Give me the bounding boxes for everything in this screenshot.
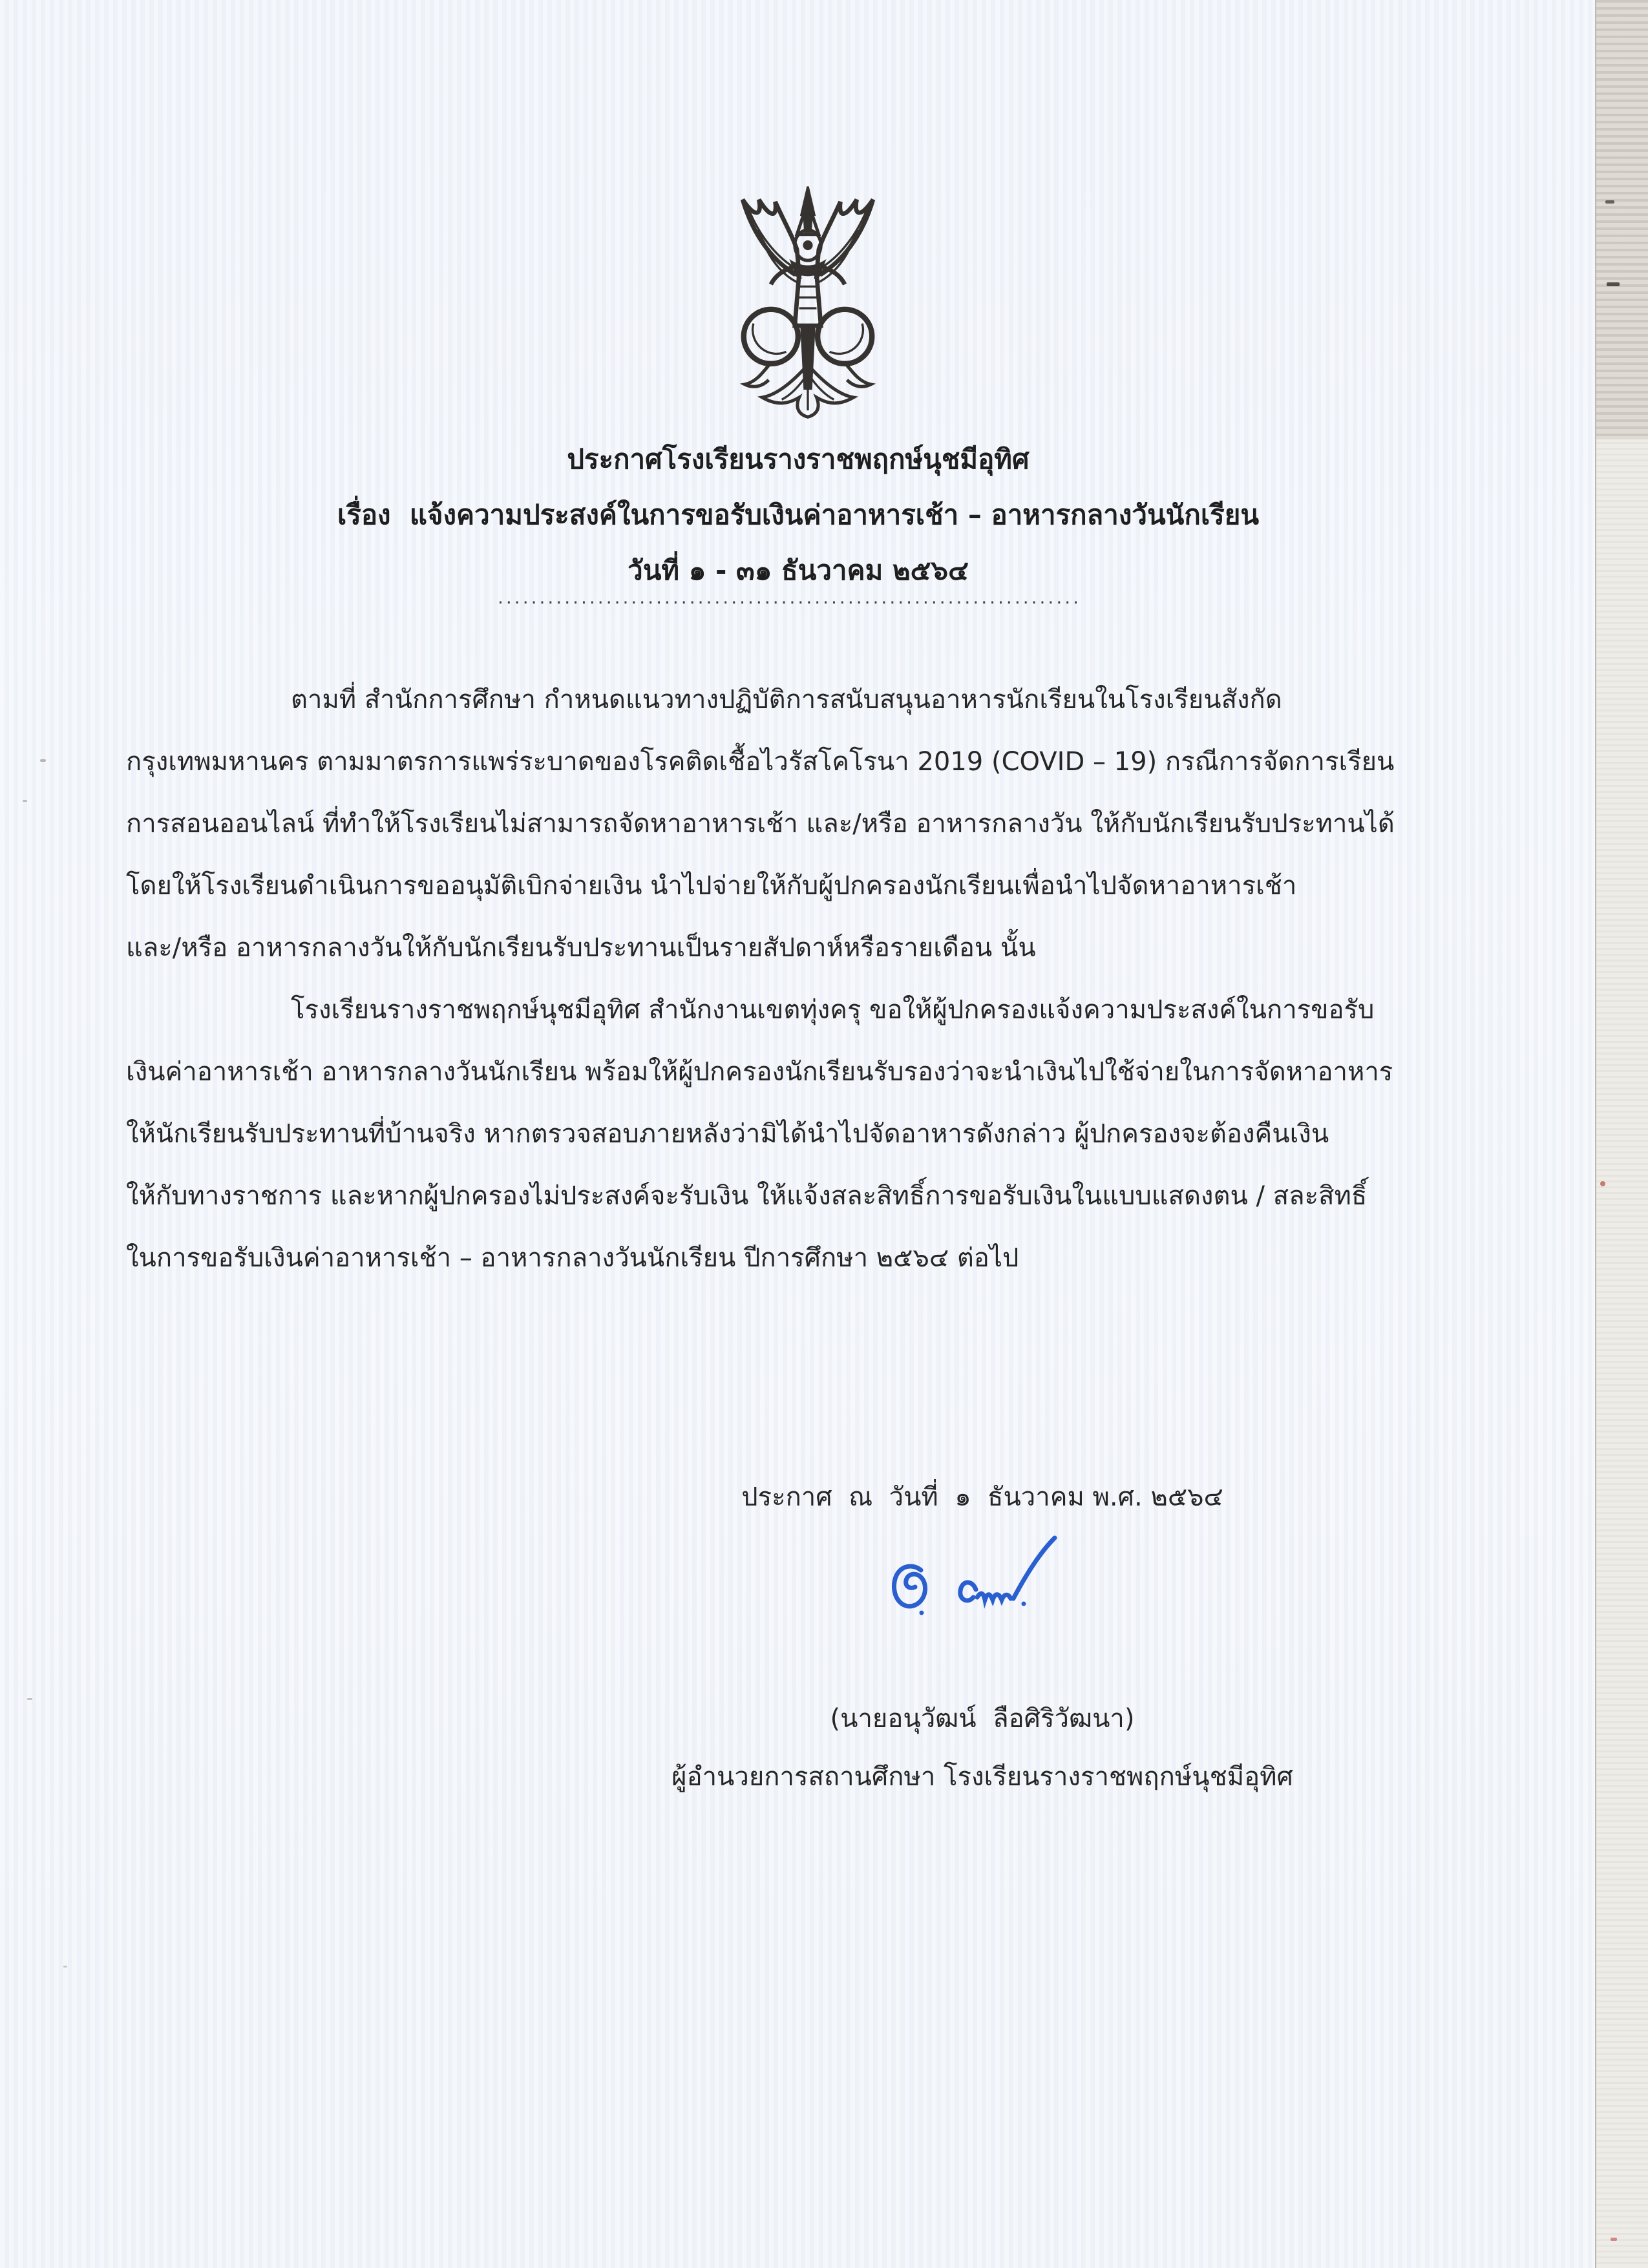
document-title-line1: ประกาศโรงเรียนรางราชพฤกษ์นุชมีอุทิศ: [567, 443, 1030, 475]
closing-block: [569, 1468, 1396, 1806]
scan-speck: [1600, 1181, 1605, 1186]
paragraph2-line: ให้กับทางราชการ และหากผู้ปกครองไม่ประสงค์จะรับเงิน ให้แจ้งสละสิทธิ์การขอรับเงินในแบบแสดงตน / สละสิทธิ์: [126, 1181, 1368, 1211]
signature-area: [569, 1526, 1396, 1665]
scan-speck: [27, 1698, 32, 1700]
signatory-title: ผู้อำนวยการสถานศึกษา โรงเรียนรางราชพฤกษ์นุชมีอุทิศ: [671, 1762, 1293, 1792]
paragraph2-line: ในการขอรับเงินค่าอาหารเช้า – อาหารกลางวันนักเรียน ปีการศึกษา ๒๕๖๔ ต่อไป: [126, 1243, 1019, 1273]
paragraph1-line: กรุงเทพมหานคร ตามมาตรการแพร่ระบาดของโรคติดเชื้อไวรัสโคโรนา 2019 (COVID – 19) กรณีการจัดการเรียน: [126, 747, 1395, 777]
announcement-date-line: ประกาศ ณ วันที่ ๑ ธันวาคม พ.ศ. ๒๕๖๔: [741, 1482, 1223, 1512]
paragraph1-line: โดยให้โรงเรียนดำเนินการขออนุมัติเบิกจ่ายเงิน นำไปจ่ายให้กับผู้ปกครองนักเรียนเพื่อนำไปจัดหาอาหารเช้า: [126, 871, 1297, 901]
paragraph1-line: ตามที่ สำนักการศึกษา กำหนดแนวทางปฏิบัติการสนับสนุนอาหารนักเรียนในโรงเรียนสังกัด: [291, 685, 1282, 715]
paragraph2-line: เงินค่าอาหารเช้า อาหารกลางวันนักเรียน พร้อมให้ผู้ปกครองนักเรียนรับรองว่าจะนำเงินไปใช้จ่ายในการจัดหาอาหาร: [126, 1057, 1393, 1087]
scan-speck: [1605, 200, 1614, 204]
document-subject-line: เรื่อง แจ้งความประสงค์ในการขอรับเงินค่าอาหารเช้า – อาหารกลางวันนักเรียน: [337, 499, 1260, 530]
paragraph1-line: การสอนออนไลน์ ที่ทำให้โรงเรียนไม่สามารถจัดหาอาหารเช้า และ/หรือ อาหารกลางวัน ให้กับนักเรียนรับประทานได้: [126, 809, 1395, 839]
garuda-emblem: [695, 182, 921, 421]
divider-dots: ......................................................................: [498, 587, 1082, 608]
scan-speck: [63, 1966, 67, 1968]
paragraph1-line: และ/หรือ อาหารกลางวันให้กับนักเรียนรับประทานเป็นรายสัปดาห์หรือรายเดือน นั้น: [126, 933, 1036, 963]
document-date-range-line: วันที่ ๑ - ๓๑ ธันวาคม ๒๕๖๔: [628, 554, 969, 586]
scan-speck: [1611, 2238, 1617, 2241]
scan-speck: [1607, 282, 1620, 286]
scan-speck: [23, 800, 27, 802]
document-body: [126, 669, 1483, 1289]
document-title-block: [0, 432, 1596, 598]
scan-edge-shadow: [1596, 0, 1648, 439]
scan-edge-strip: [1595, 0, 1648, 2268]
paragraph2-line: ให้นักเรียนรับประทานที่บ้านจริง หากตรวจสอบภายหลังว่ามิได้นำไปจัดอาหารดังกล่าว ผู้ปกครองจะต้องคืนเงิน: [126, 1119, 1329, 1149]
paragraph2-line: โรงเรียนรางราชพฤกษ์นุชมีอุทิศ สำนักงานเขตทุ่งครุ ขอให้ผู้ปกครองแจ้งความประสงค์ในการขอรับ: [291, 995, 1375, 1025]
signature-image: [866, 1531, 1099, 1661]
scan-speck: [40, 759, 46, 762]
signatory-name: (นายอนุวัฒน์ ลือศิริวัฒนา): [830, 1704, 1135, 1734]
